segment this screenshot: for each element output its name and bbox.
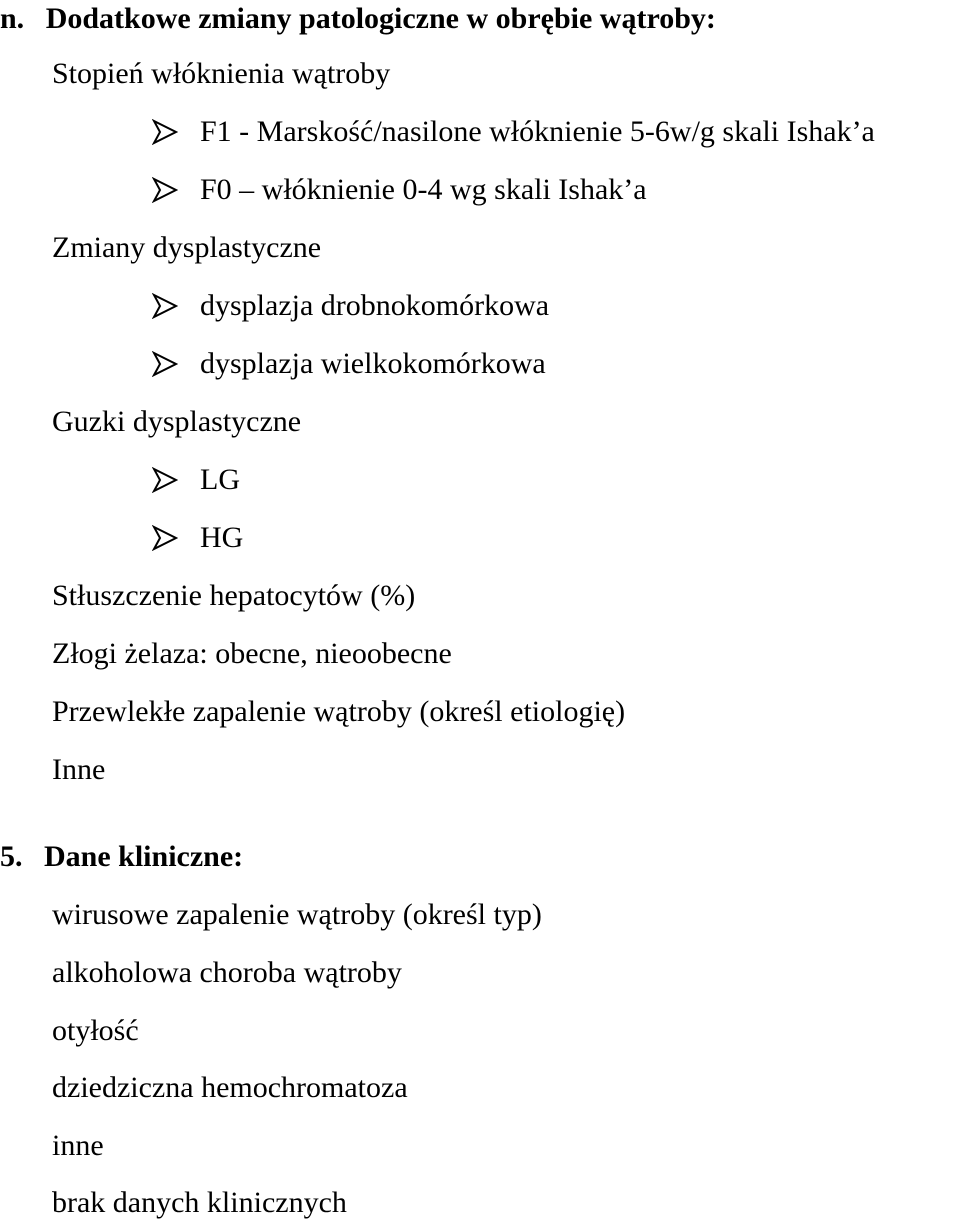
- arrowhead-bullet-icon: [152, 293, 178, 319]
- list-item: Przewlekłe zapalenie wątroby (określ etiologię): [52, 695, 626, 728]
- arrowhead-bullet-icon: [152, 467, 178, 493]
- section-title: Dodatkowe zmiany patologiczne w obrębie wątroby:: [45, 2, 716, 35]
- list-item: Złogi żelaza: obecne, nieoobecne: [52, 637, 452, 670]
- section-number: n.: [0, 2, 25, 35]
- bullet-text: dysplazja wielkokomórkowa: [200, 347, 546, 380]
- bullet-text: LG: [200, 463, 240, 496]
- group-label: Guzki dysplastyczne: [52, 405, 302, 438]
- list-item: wirusowe zapalenie wątroby (określ typ): [52, 898, 542, 931]
- list-item: brak danych klinicznych: [52, 1186, 347, 1219]
- bullet-item: [152, 521, 243, 555]
- bullet-item: [152, 463, 240, 497]
- section-number: 5.: [0, 840, 23, 873]
- bullet-text: dysplazja drobnokomórkowa: [200, 289, 550, 322]
- bullet-item: [152, 173, 647, 207]
- arrowhead-bullet-icon: [152, 177, 178, 203]
- bullet-text: HG: [200, 521, 244, 554]
- group-label: Zmiany dysplastyczne: [52, 231, 322, 264]
- list-item: otyłość: [52, 1014, 139, 1047]
- group-label: Stopień włóknienia wątroby: [52, 57, 391, 90]
- section-title: Dane kliniczne:: [44, 840, 244, 873]
- bullet-text: F0 – włóknienie 0-4 wg skali Ishak’a: [200, 173, 647, 206]
- bullet-item: [152, 347, 546, 381]
- arrowhead-bullet-icon: [152, 351, 178, 377]
- arrowhead-bullet-icon: [152, 525, 178, 551]
- arrowhead-bullet-icon: [152, 119, 178, 145]
- list-item: inne: [52, 1129, 104, 1162]
- list-item: dziedziczna hemochromatoza: [52, 1071, 408, 1104]
- bullet-text: F1 - Marskość/nasilone włóknienie 5-6w/g skali Ishak’a: [200, 115, 875, 148]
- section-heading: [0, 2, 716, 36]
- list-item: Stłuszczenie hepatocytów (%): [52, 579, 416, 612]
- list-item: alkoholowa choroba wątroby: [52, 956, 402, 989]
- section-heading: [0, 840, 243, 874]
- bullet-item: [152, 289, 549, 323]
- list-item: Inne: [52, 753, 106, 786]
- bullet-item: [152, 115, 875, 149]
